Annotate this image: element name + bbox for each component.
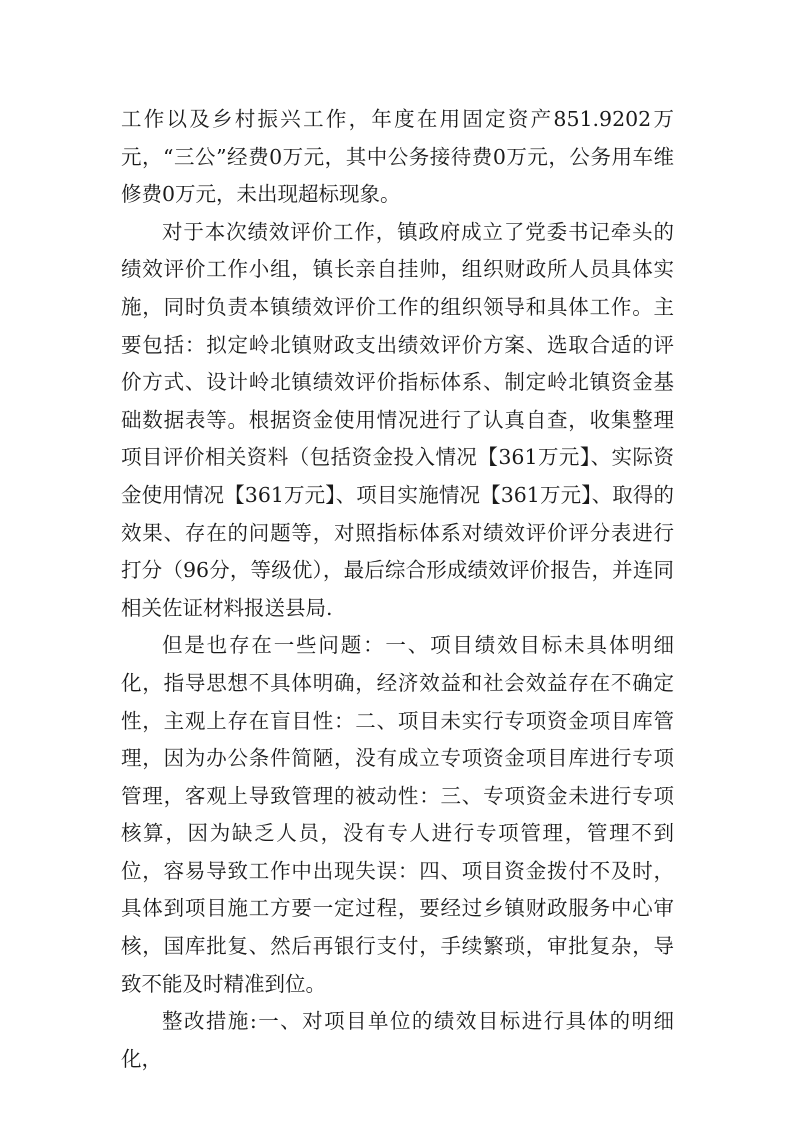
paragraph-problems: 但是也存在一些问题：一、项目绩效目标未具体明细化，指导思想不具体明确，经济效益和社会效益存在不确定性，主观上存在盲目性：二、项目未实行专项资金项目库管理，因为办公条件简陋，没有成立专项资金项目库进行专项管理，客观上导致管理的被动性：三、专项资金未进行专项核算，因为缺乏人员，没有专人进行专项管理，管理不到位，容易导致工作中出现失误：四、项目资金拨付不及时，具体到项目施工方要一定过程，要经过乡镇财政服务中心审核，国库批复、然后再银行支付，手续繁琐，审批复杂，导致不能及时精准到位。 <box>121 633 674 996</box>
paragraph-rectification: 整改措施:一、对项目单位的绩效目标进行具体的明细化， <box>121 1009 674 1071</box>
paragraph-evaluation-work: 对于本次绩效评价工作，镇政府成立了党委书记牵头的绩效评价工作小组，镇长亲自挂帅，组织财政所人员具体实施，同时负责本镇绩效评价工作的组织领导和具体工作。主要包括：拟定岭北镇财政支出绩效评价方案、选取合适的评价方式、设计岭北镇绩效评价指标体系、制定岭北镇资金基础数据表等。根据资金使用情况进行了认真自查，收集整理项目评价相关资料（包括资金投入情况【361万元】、实际资金使用情况【361万元】、项目实施情况【361万元】、取得的效果、存在的问题等，对照指标体系对绩效评价评分表进行打分（96分，等级优），最后综合形成绩效评价报告，并连同相关佐证材料报送县局. <box>121 219 674 620</box>
paragraph-continuation: 工作以及乡村振兴工作，年度在用固定资产851.9202万元，“三公”经费0万元，其中公务接待费0万元，公务用车维修费0万元，未出现超标现象。 <box>121 107 674 207</box>
body-text <box>121 101 674 1078</box>
